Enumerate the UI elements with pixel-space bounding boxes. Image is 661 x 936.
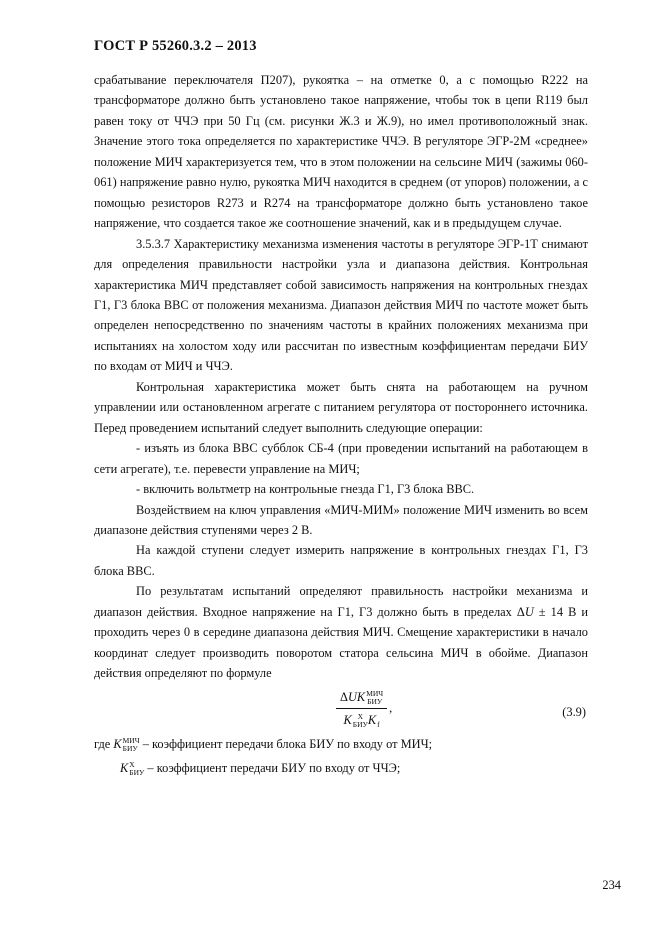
formula-numerator: [336, 688, 387, 709]
paragraph-key-control: Воздействием на ключ управления «МИЧ-МИМ» положение МИЧ изменить во всем диапазоне действия ступенями через 2 В.: [94, 502, 588, 537]
list-item-connect-voltmeter: - включить вольтметр на контрольные гнезда Г1, Г3 блока ВВС.: [136, 482, 475, 497]
definition-k-x-sup: Х: [129, 759, 135, 769]
definition-k-mich-symbol: K: [113, 736, 122, 751]
formula-k-f-indices: [377, 713, 380, 729]
document-header: ГОСТ Р 55260.3.2 – 2013: [94, 38, 257, 54]
formula-k-f-sub: f: [377, 719, 380, 729]
list-item-remove-subblock: - изъять из блока ВВС субблок СБ-4 (при проведении испытаний на работающем в сети агрегате), т.е. перевести управление на МИЧ;: [94, 441, 588, 476]
page-number: 234: [602, 878, 621, 892]
definition-k-x-indices: [129, 761, 144, 777]
formula-delta: Δ: [340, 689, 348, 704]
formula-comma: ,: [389, 701, 393, 716]
definition-k-mich-text: – коэффициент передачи блока БИУ по входу от МИЧ;: [139, 736, 433, 751]
formula-denominator: [336, 709, 387, 729]
formula-k-mich-sup: МИЧ: [366, 688, 384, 698]
formula-3-9: [94, 686, 588, 732]
formula-k-x-sup: Х: [357, 711, 364, 721]
definition-k-x-sub: БИУ: [129, 767, 145, 777]
results-var-u: U: [524, 604, 534, 619]
paragraph-control-characteristic: Контрольная характеристика может быть снята на работающем на ручном управлении или остановленном агрегате с питанием регулятора от постороннего источника. Перед проведением испытаний следует выполнить следующие операции:: [94, 379, 588, 435]
paragraph-continuation: срабатывание переключателя П207), рукоятка – на отметке 0, а с помощью R222 на трансформаторе должно быть установлено такое напряжение, чтобы ток в цепи R119 был равен току от ЧЧЭ при 50 Гц (см. рисунки Ж.3 и Ж.9), но имел противоположный знак. Значение этого тока определяется по характеристике ЧЧЭ. В регуляторе ЭГР-2М «среднее» положение МИЧ характеризуется тем, что в этом положении на сельсине МИЧ (зажимы 060-061) напряжение равно нулю, рукоятка МИЧ находится в среднем (от упоров) положении, а с помощью резисторов R273 и R274 на трансформаторе должно быть установлено такое напряжение, что создается такое же соотношение значений, как и в предыдущем случае.: [94, 73, 588, 231]
formula-k-x: K: [343, 712, 352, 727]
formula-k-mich: K: [356, 689, 366, 704]
definition-k-mich: [94, 732, 588, 756]
document-body: [94, 70, 588, 780]
definition-k-x-symbol: K: [120, 760, 129, 775]
formula-u: U: [347, 689, 357, 704]
paragraph-measure-steps: На каждой ступени следует измерить напряжение в контрольных гнездах Г1, Г3 блока ВВС.: [94, 543, 588, 578]
results-text-after: ± 14 В и проходить через 0 в середине диапазона действия МИЧ. Смещение характеристики в начало координат следует производить поворотом статора сельсина МИЧ в обойме. Диапазон действия определяют по формуле: [94, 604, 588, 681]
formula-number: (3.9): [562, 704, 586, 719]
definition-k-x: [94, 756, 588, 780]
formula-k-x-sub: БИУ: [352, 719, 368, 729]
formula-k-mich-indices: [366, 690, 383, 706]
definition-k-mich-sup: МИЧ: [122, 735, 140, 745]
definition-k-mich-indices: [123, 737, 140, 753]
formula-k-f: K: [367, 712, 377, 727]
definition-k-x-text: – коэффициент передачи БИУ по входу от ЧЧЭ;: [144, 760, 401, 775]
formula-k-x-indices: [353, 713, 368, 729]
formula-definitions: [94, 732, 588, 780]
results-text-before: По результатам испытаний определяют правильность настройки механизма и диапазон действия. Входное напряжение на Г1, Г3 должно быть в пределах Δ: [94, 584, 588, 619]
formula-k-mich-sub: БИУ: [367, 696, 383, 706]
paragraph-results: [94, 581, 588, 683]
formula-fraction: [336, 688, 387, 729]
definition-k-mich-sub: БИУ: [122, 743, 138, 753]
definition-prefix: где: [94, 736, 114, 751]
formula-expression: [336, 688, 446, 729]
paragraph-section-3-5-3-7: 3.5.3.7 Характеристику механизма изменения частоты в регуляторе ЭГР-1Т снимают для определения правильности настройки узла и диапазона действия. Контрольная характеристика МИЧ представляет собой зависимость напряжения на контрольных гнездах Г1, Г3 блока ВВС от положения механизма. Диапазон действия МИЧ по частоте может быть определен непосредственно по значениям частоты в крайних положениях механизма при испытаниях на холостом ходу или рассчитан по известным коэффициентам передачи БИУ по входам от МИЧ и ЧЧЭ.: [94, 236, 588, 374]
